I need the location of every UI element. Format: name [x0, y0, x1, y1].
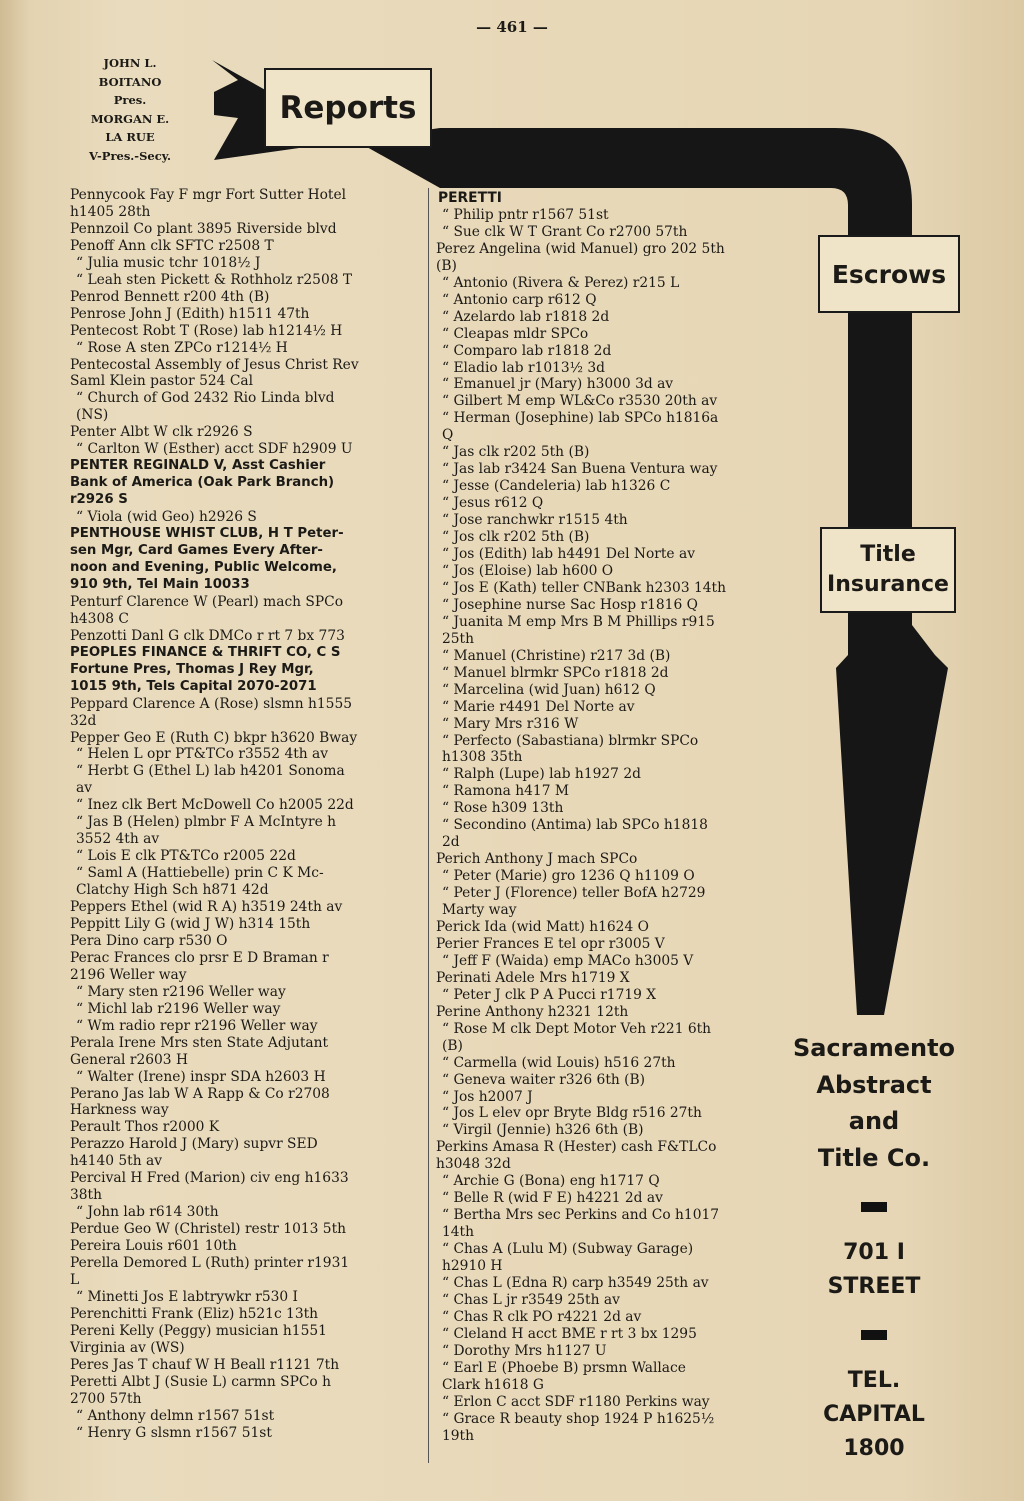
directory-entry — [426, 1089, 786, 1106]
entry-line: “ Jose ranchwkr r1515 4th — [442, 512, 628, 529]
officer-line: V-Pres.-Secy. — [88, 148, 172, 163]
entry-line: Perick Ida (wid Matt) h1624 O — [436, 918, 649, 935]
entry-line: Pentecostal Assembly of Jesus Christ Rev — [70, 356, 359, 373]
directory-entry — [60, 306, 422, 323]
directory-entry — [60, 1255, 422, 1289]
entry-line: Pepper Geo E (Ruth C) bkpr h3620 Bway — [70, 729, 358, 746]
entry-line: “ Geneva waiter r326 6th (B) — [442, 1071, 646, 1088]
directory-entry — [426, 1360, 786, 1394]
directory-entry — [426, 1343, 786, 1360]
officer-line: LA RUE — [105, 130, 155, 145]
entry-line: 2700 57th — [70, 1390, 142, 1407]
directory-entry — [60, 323, 422, 340]
directory-entry — [426, 410, 786, 444]
title-line: Title — [860, 542, 916, 567]
directory-entry — [426, 224, 786, 241]
directory-entry — [426, 360, 786, 377]
entry-line: Marty way — [442, 902, 517, 919]
entry-line: “ Rose M clk Dept Motor Veh r221 6th — [442, 1020, 712, 1037]
directory-entry — [426, 1105, 786, 1122]
entry-line: “ Perfecto (Sabastiana) blrmkr SPCo — [442, 732, 699, 749]
entry-line: Perine Anthony h2321 12th — [436, 1003, 629, 1020]
entry-line: Peppers Ethel (wid R A) h3519 24th av — [70, 899, 343, 916]
directory-entry — [60, 984, 422, 1001]
entry-line: Penoff Ann clk SFTC r2508 T — [70, 237, 274, 254]
directory-entry — [426, 1309, 786, 1326]
company-name-line: Sacramento — [792, 1034, 956, 1062]
directory-entry — [60, 289, 422, 306]
escrows-label: Escrows — [818, 235, 960, 313]
company-ad — [790, 1030, 958, 1466]
directory-entry — [426, 1190, 786, 1207]
entry-line: “ Julia music tchr 1018½ J — [76, 254, 261, 271]
entry-line: Perault Thos r2000 K — [70, 1119, 220, 1136]
entry-line: 910 9th, Tel Main 10033 — [70, 576, 250, 592]
directory-entry — [60, 1289, 422, 1306]
entry-line: “ Archie G (Bona) eng h1717 Q — [442, 1173, 660, 1190]
address-line: STREET — [827, 1274, 921, 1299]
directory-entry — [426, 665, 786, 682]
entry-line: “ Dorothy Mrs h1127 U — [442, 1342, 607, 1359]
entry-line: “ Carmella (wid Louis) h516 27th — [442, 1054, 676, 1071]
entry-line: “ Cleland H acct BME r rt 3 bx 1295 — [442, 1325, 697, 1342]
entry-line: “ Peter J (Florence) teller BofA h2729 — [442, 885, 706, 902]
directory-entry — [426, 563, 786, 580]
entry-line: h1308 35th — [442, 749, 523, 766]
left-column — [60, 187, 422, 1442]
directory-entry — [426, 1173, 786, 1190]
entry-line: PENTER REGINALD V, Asst Cashier — [70, 458, 326, 474]
entry-line: “ Eladio lab r1013½ 3d — [442, 359, 606, 376]
directory-entry — [426, 648, 786, 665]
directory-entry — [60, 797, 422, 814]
entry-line: Pennzoil Co plant 3895 Riverside blvd — [70, 220, 337, 237]
entry-line: Perinati Adele Mrs h1719 X — [436, 969, 630, 986]
entry-line: 38th — [70, 1187, 102, 1204]
entry-line: “ Jesse (Candeleria) lab h1326 C — [442, 478, 671, 495]
insurance-line: Insurance — [827, 572, 949, 597]
officer-line: MORGAN E. — [90, 111, 170, 126]
directory-entry — [60, 950, 422, 984]
entry-line: Pennycook Fay F mgr Fort Sutter Hotel — [70, 187, 347, 203]
directory-entry — [426, 817, 786, 851]
entry-line: “ Cleapas mldr SPCo — [442, 325, 589, 342]
entry-line: h4308 C — [70, 610, 129, 627]
directory-entry — [60, 1170, 422, 1204]
entry-line: “ Secondino (Antima) lab SPCo h1818 — [442, 817, 708, 834]
entry-line: “ Grace R beauty shop 1924 P h1625½ — [442, 1410, 715, 1427]
entry-line: “ Michl lab r2196 Weller way — [76, 1000, 281, 1017]
directory-entry — [60, 1357, 422, 1374]
directory-entry — [426, 326, 786, 343]
directory-entry — [426, 987, 786, 1004]
directory-entry — [60, 1238, 422, 1255]
directory-entry — [60, 272, 422, 289]
entry-line: “ Chas L (Edna R) carp h3549 25th av — [442, 1275, 709, 1291]
directory-entry — [60, 730, 422, 747]
directory-entry — [426, 716, 786, 733]
entry-line: Penrod Bennett r200 4th (B) — [70, 288, 270, 305]
directory-entry — [60, 458, 422, 509]
directory-entry — [426, 1241, 786, 1275]
entry-line: Bank of America (Oak Park Branch) — [70, 475, 335, 491]
entry-line: Penzotti Danl G clk DMCo r rt 7 bx 773 — [70, 627, 345, 644]
directory-entry — [426, 851, 786, 868]
entry-line: “ Mary Mrs r316 W — [442, 715, 579, 732]
entry-line: “ Herbt G (Ethel L) lab h4201 Sonoma — [76, 763, 345, 780]
entry-line: Saml Klein pastor 524 Cal — [70, 373, 254, 390]
column-heading: PERETTI — [438, 190, 502, 206]
directory-entry — [60, 238, 422, 255]
directory-entry — [60, 814, 422, 848]
entry-line: r2926 S — [70, 492, 128, 508]
directory-entry — [426, 241, 786, 275]
entry-line: PENTHOUSE WHIST CLUB, H T Peter- — [70, 526, 344, 542]
directory-entry — [426, 614, 786, 648]
entry-line: “ Juanita M emp Mrs B M Phillips r915 — [442, 613, 715, 630]
directory-entry — [60, 645, 422, 696]
entry-line: Peretti Albt J (Susie L) carmn SPCo h — [70, 1373, 331, 1390]
directory-entry — [426, 207, 786, 224]
company-name-line: and — [848, 1107, 900, 1135]
directory-entry — [426, 1207, 786, 1241]
entry-line: “ Earl E (Phoebe B) prsmn Wallace — [442, 1359, 686, 1376]
directory-entry — [426, 800, 786, 817]
entry-line: “ Rose h309 13th — [442, 800, 564, 817]
entry-line: “ Saml A (Hattiebelle) prin C K Mc- — [76, 865, 324, 882]
directory-entry — [60, 1408, 422, 1425]
directory-entry — [426, 1394, 786, 1411]
entry-line: “ Lois E clk PT&TCo r2005 22d — [76, 848, 296, 865]
phone-line: 1800 — [843, 1436, 905, 1461]
directory-entry — [60, 1119, 422, 1136]
directory-entry — [426, 766, 786, 783]
entry-line: 32d — [70, 712, 97, 729]
company-name-line: Title Co. — [817, 1143, 931, 1172]
officer-line: BOITANO — [98, 74, 162, 89]
entry-line: Fortune Pres, Thomas J Rey Mgr, — [70, 661, 314, 677]
directory-entry — [60, 916, 422, 933]
directory-entry — [60, 1136, 422, 1170]
entry-line: “ Jos E (Kath) teller CNBank h2303 14th — [442, 579, 726, 596]
entry-line: “ Belle R (wid F E) h4221 2d av — [442, 1190, 663, 1207]
entry-line: Q — [442, 427, 454, 444]
entry-line: h2910 H — [442, 1258, 503, 1275]
directory-entry — [426, 1326, 786, 1343]
entry-line: Penturf Clarence W (Pearl) mach SPCo — [70, 593, 344, 610]
company-name-line: Abstract — [816, 1070, 932, 1099]
entry-line: 19th — [442, 1427, 474, 1444]
directory-entry — [426, 936, 786, 953]
entry-line: “ Peter J clk P A Pucci r1719 X — [442, 986, 657, 1003]
entry-line: “ Rose A sten ZPCo r1214½ H — [76, 339, 288, 356]
entry-line: Perez Angelina (wid Manuel) gro 202 5th — [436, 240, 725, 257]
entry-line: Perdue Geo W (Christel) restr 1013 5th — [70, 1221, 347, 1238]
directory-entry — [426, 529, 786, 546]
entry-line: “ Sue clk W T Grant Co r2700 57th — [442, 223, 688, 240]
entry-line: 2196 Weller way — [70, 966, 187, 983]
entry-line: Clark h1618 G — [442, 1376, 544, 1393]
entry-line: Pera Dino carp r530 O — [70, 932, 228, 949]
directory-entry — [426, 376, 786, 393]
directory-entry — [426, 783, 786, 800]
directory-entry — [60, 255, 422, 272]
directory-entry — [60, 628, 422, 645]
entry-line: Pentecost Robt T (Rose) lab h1214½ H — [70, 322, 343, 339]
entry-line: “ Wm radio repr r2196 Weller way — [76, 1017, 318, 1034]
entry-line: “ John lab r614 30th — [76, 1204, 219, 1221]
directory-entry — [426, 1055, 786, 1072]
entry-line: Perazzo Harold J (Mary) supvr SED — [70, 1136, 318, 1153]
entry-line: “ Philip pntr r1567 51st — [442, 206, 609, 223]
entry-line: General r2603 H — [70, 1051, 188, 1068]
entry-line: Perkins Amasa R (Hester) cash F&TLCo — [436, 1139, 717, 1156]
directory-entry — [426, 682, 786, 699]
directory-entry — [426, 444, 786, 461]
directory-entry — [60, 899, 422, 916]
entry-line: “ Jeff F (Waida) emp MACo h3005 V — [442, 952, 694, 969]
directory-entry — [60, 1001, 422, 1018]
directory-entry — [60, 696, 422, 730]
directory-entry — [426, 970, 786, 987]
entry-line: Pereni Kelly (Peggy) musician h1551 — [70, 1322, 327, 1339]
entry-line: Peppard Clarence A (Rose) slsmn h1555 — [70, 695, 353, 712]
directory-entry — [60, 1374, 422, 1408]
directory-entry — [426, 1004, 786, 1021]
entry-line: PEOPLES FINANCE & THRIFT CO, C S — [70, 644, 341, 660]
directory-entry — [426, 1021, 786, 1055]
directory-entry — [60, 187, 422, 221]
entry-line: 14th — [442, 1224, 474, 1241]
directory-entry — [426, 699, 786, 716]
entry-line: Percival H Fred (Marion) civ eng h1633 — [70, 1170, 349, 1187]
directory-entry — [60, 1204, 422, 1221]
entry-line: Peppitt Lily G (wid J W) h314 15th — [70, 915, 311, 932]
entry-line: “ Jos (Edith) lab h4491 Del Norte av — [442, 546, 695, 563]
entry-line: “ Manuel blrmkr SPCo r1818 2d — [442, 664, 669, 681]
directory-entry — [60, 1323, 422, 1357]
entry-line: “ Mary sten r2196 Weller way — [76, 983, 286, 1000]
phone-line: TEL. — [847, 1368, 901, 1393]
entry-line: Perier Frances E tel opr r3005 V — [436, 935, 665, 952]
entry-line: “ Ramona h417 M — [442, 783, 569, 800]
directory-entry — [60, 865, 422, 899]
entry-line: “ Jos clk r202 5th (B) — [442, 529, 590, 546]
entry-line: “ Manuel (Christine) r217 3d (B) — [442, 647, 671, 664]
entry-line: 2d — [442, 834, 460, 851]
entry-line: Virginia av (WS) — [70, 1339, 185, 1356]
entry-line: “ Herman (Josephine) lab SPCo h1816a — [442, 410, 719, 427]
directory-entry — [60, 1086, 422, 1120]
entry-line: Peres Jas T chauf W H Beall r1121 7th — [70, 1356, 340, 1373]
directory-entry — [426, 343, 786, 360]
directory-entry — [60, 933, 422, 950]
directory-entry — [426, 733, 786, 767]
directory-entry — [426, 478, 786, 495]
entry-line: “ Walter (Irene) inspr SDA h2603 H — [76, 1068, 326, 1085]
entry-line: “ Jos h2007 J — [442, 1088, 533, 1105]
directory-entry — [60, 390, 422, 424]
entry-line: “ Peter (Marie) gro 1236 Q h1109 O — [442, 868, 695, 885]
entry-line: “ Jas B (Helen) plmbr F A McIntyre h — [76, 814, 337, 831]
divider-bar — [861, 1202, 887, 1212]
directory-entry — [426, 309, 786, 326]
directory-entry — [426, 1122, 786, 1139]
entry-line: (NS) — [76, 407, 109, 424]
entry-line: Perenchitti Frank (Eliz) h521c 13th — [70, 1305, 319, 1322]
divider-bar — [861, 1330, 887, 1340]
directory-entry — [60, 340, 422, 357]
entry-line: “ Ralph (Lupe) lab h1927 2d — [442, 766, 641, 783]
entry-line: “ Chas L jr r3549 25th av — [442, 1291, 620, 1308]
directory-entry — [60, 1018, 422, 1035]
directory-entry — [426, 1292, 786, 1309]
entry-line: “ Gilbert M emp WL&Co r3530 20th av — [442, 393, 718, 410]
directory-entry — [426, 1072, 786, 1089]
page-number: — 461 — — [476, 18, 548, 36]
right-column — [426, 190, 786, 1445]
entry-line: Penter Albt W clk r2926 S — [70, 424, 253, 441]
directory-entry — [60, 746, 422, 763]
entry-line: “ Minetti Jos E labtrywkr r530 I — [76, 1288, 298, 1305]
directory-entry — [426, 597, 786, 614]
directory-entry — [426, 1411, 786, 1445]
entry-line: Clatchy High Sch h871 42d — [76, 882, 269, 899]
directory-entry — [426, 919, 786, 936]
directory-entry — [60, 424, 422, 441]
entry-line: “ Chas R clk PO r4221 2d av — [442, 1308, 642, 1325]
entry-line: L — [70, 1272, 80, 1288]
directory-entry — [426, 1275, 786, 1292]
entry-line: “ Helen L opr PT&TCo r3552 4th av — [76, 746, 329, 763]
entry-line: “ Jas clk r202 5th (B) — [442, 444, 590, 461]
directory-entry — [60, 1069, 422, 1086]
entry-line: “ Erlon C acct SDF r1180 Perkins way — [442, 1393, 710, 1410]
entry-line: “ Chas A (Lulu M) (Subway Garage) — [442, 1241, 694, 1258]
entry-line: h4140 5th av — [70, 1153, 162, 1170]
directory-entry — [426, 292, 786, 309]
reports-label: Reports — [264, 68, 432, 148]
entry-line: “ Marcelina (wid Juan) h612 Q — [442, 681, 656, 698]
entry-line: “ Jos (Eloise) lab h600 O — [442, 562, 614, 579]
entry-line: “ Anthony delmn r1567 51st — [76, 1407, 275, 1424]
entry-line: “ Leah sten Pickett & Rothholz r2508 T — [76, 271, 353, 288]
directory-entry — [60, 1221, 422, 1238]
entry-line: “ Bertha Mrs sec Perkins and Co h1017 — [442, 1207, 720, 1224]
directory-entry — [426, 953, 786, 970]
entry-line: “ Azelardo lab r1818 2d — [442, 308, 610, 325]
entry-line: h3048 32d — [436, 1156, 511, 1173]
officer-line: Pres. — [113, 93, 147, 108]
right-column-entries — [426, 207, 786, 1445]
directory-entry — [426, 546, 786, 563]
entry-line: Perano Jas lab W A Rapp & Co r2708 — [70, 1085, 330, 1102]
directory-entry — [60, 848, 422, 865]
entry-line: “ Jos L elev opr Bryte Bldg r516 27th — [442, 1105, 702, 1122]
entry-line: “ Antonio (Rivera & Perez) r215 L — [442, 274, 680, 291]
directory-entry — [426, 393, 786, 410]
entry-line: “ Josephine nurse Sac Hosp r1816 Q — [442, 596, 698, 613]
entry-line: Perich Anthony J mach SPCo — [436, 851, 638, 868]
entry-line: sen Mgr, Card Games Every After- — [70, 543, 323, 559]
directory-entry — [60, 1035, 422, 1069]
entry-line: Perala Irene Mrs sten State Adjutant — [70, 1034, 329, 1051]
directory-entry — [426, 580, 786, 597]
directory-entry — [426, 885, 786, 919]
entry-line: “ Inez clk Bert McDowell Co h2005 22d — [76, 797, 354, 814]
directory-entry — [60, 509, 422, 526]
title-insurance-label — [820, 527, 956, 613]
entry-line: “ Church of God 2432 Rio Linda blvd — [76, 390, 335, 407]
entry-line: “ Carlton W (Esther) acct SDF h2909 U — [76, 441, 353, 458]
entry-line: “ Virgil (Jennie) h326 6th (B) — [442, 1122, 644, 1139]
directory-entry — [426, 512, 786, 529]
entry-line: Perac Frances clo prsr E D Braman r — [70, 949, 329, 966]
entry-line: “ Jas lab r3424 San Buena Ventura way — [442, 461, 718, 478]
directory-entry — [426, 495, 786, 512]
entry-line: “ Emanuel jr (Mary) h3000 3d av — [442, 376, 674, 393]
address-line: 701 I — [843, 1240, 905, 1265]
entry-line: 3552 4th av — [76, 831, 160, 848]
directory-entry — [60, 763, 422, 797]
directory-entry — [60, 526, 422, 594]
directory-entry — [60, 221, 422, 238]
entry-line: 25th — [442, 630, 474, 647]
directory-entry — [426, 1139, 786, 1173]
entry-line: (B) — [436, 257, 457, 274]
entry-line: Harkness way — [70, 1102, 169, 1119]
entry-line: (B) — [442, 1037, 463, 1054]
entry-line: h1405 28th — [70, 203, 151, 220]
directory-entry — [60, 594, 422, 628]
entry-line: Pereira Louis r601 10th — [70, 1238, 237, 1255]
directory-entry — [60, 1425, 422, 1442]
directory-entry — [60, 357, 422, 391]
phone-line: CAPITAL — [823, 1402, 925, 1427]
entry-line: noon and Evening, Public Welcome, — [70, 559, 337, 575]
officer-line: JOHN L. — [103, 56, 157, 70]
entry-line: av — [76, 780, 93, 797]
entry-line: “ Jesus r612 Q — [442, 495, 544, 512]
directory-entry — [60, 1306, 422, 1323]
directory-entry — [60, 441, 422, 458]
entry-line: “ Marie r4491 Del Norte av — [442, 698, 635, 715]
entry-line: “ Antonio carp r612 Q — [442, 291, 597, 308]
directory-entry — [426, 461, 786, 478]
entry-line: Penrose John J (Edith) h1511 47th — [70, 305, 310, 322]
entry-line: “ Comparo lab r1818 2d — [442, 342, 612, 359]
entry-line: “ Viola (wid Geo) h2926 S — [76, 509, 257, 526]
directory-entry — [426, 868, 786, 885]
entry-line: 1015 9th, Tels Capital 2070-2071 — [70, 678, 317, 694]
entry-line: “ Henry G slsmn r1567 51st — [76, 1424, 272, 1441]
entry-line: Perella Demored L (Ruth) printer r1931 — [70, 1255, 350, 1272]
directory-entry — [426, 275, 786, 292]
